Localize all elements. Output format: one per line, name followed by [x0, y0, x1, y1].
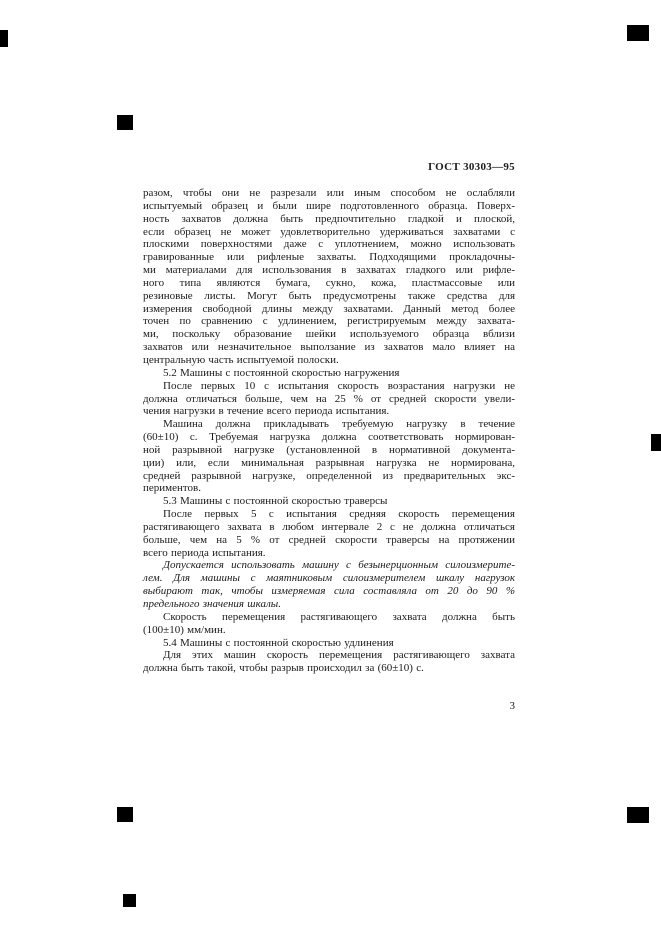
text-line: центральную часть испытуемой полоски. — [143, 353, 339, 366]
text-line: средней разрывной нагрузке, определенной из предварительных экс- — [143, 469, 515, 482]
text-line: лем. Для машины с маятниковым силоизмерителем шкалу нагрузок — [143, 572, 515, 585]
scan-artifact-mark — [123, 894, 136, 907]
scan-artifact-mark — [0, 30, 8, 47]
text-line: После первых 10 с испытания скорость возрастания нагрузки не — [163, 379, 515, 392]
text-line: всего периода испытания. — [143, 546, 266, 559]
text-line: захватов или незначительное выползание из захватов мало влияет на — [143, 341, 515, 354]
scan-artifact-mark — [627, 25, 649, 41]
text-line: испытуемый образец и были шире подготовленного образца. Поверх- — [143, 199, 515, 212]
text-line: ми, поскольку образование шейки используемого образца вблизи — [143, 328, 515, 341]
section-heading: 5.3 Машины с постоянной скоростью траверсы — [163, 495, 388, 508]
text-line: После первых 5 с испытания средняя скорость перемещения — [163, 508, 515, 521]
text-line: (60±10) с. Требуемая нагрузка должна соответствовать нормирован- — [143, 431, 515, 444]
text-line: ность захватов должна быть предпочтительно гладкой и плоской, — [143, 212, 515, 225]
standard-designation-header: ГОСТ 30303—95 — [428, 161, 515, 173]
text-line: резиновые листы. Могут быть предусмотрены также средства для — [143, 289, 515, 302]
text-line: если образец не может удовлетворительно удерживаться захватами с — [143, 225, 515, 238]
text-line: ного типа являются бумага, сукно, кожа, пластмассовые или — [143, 276, 515, 289]
text-line: чения нагрузки в течение всего периода испытания. — [143, 405, 390, 418]
text-line: должна отличаться больше, чем на 25 % от средней скорости увели- — [143, 392, 515, 405]
text-line: точен по сравнению с удлинением, регистрируемым между захвата- — [143, 315, 515, 328]
text-line: Допускается использовать машину с безынерционным силоизмерите- — [163, 559, 515, 572]
text-line: Скорость перемещения растягивающего захвата должна быть — [163, 610, 515, 623]
text-line: измерения свободной длины между захватами. Данный метод более — [143, 302, 515, 315]
text-line: выбирают так, чтобы измеряемая сила составляла от 20 до 90 % — [143, 585, 515, 598]
text-line: ми материалами для использования в захватах гладкого или рифле- — [143, 264, 515, 277]
text-line: растягивающего захвата в любом интервале 2 с не должна отличаться — [143, 520, 515, 533]
text-line: (100±10) мм/мин. — [143, 623, 226, 636]
scan-artifact-mark — [117, 115, 133, 130]
text-line: периментов. — [143, 482, 201, 495]
section-heading: 5.2 Машины с постоянной скоростью нагружения — [163, 366, 400, 379]
scan-artifact-mark — [117, 807, 133, 822]
text-line: ции) или, если минимальная разрывная нагрузка не нормирована, — [143, 456, 515, 469]
text-line: должна быть такой, чтобы разрыв происходил за (60±10) с. — [143, 662, 424, 675]
section-heading: 5.4 Машины с постоянной скоростью удлинения — [163, 636, 394, 649]
scan-artifact-mark — [627, 807, 649, 823]
text-line: ной разрывной нагрузке (установленной в нормативной документа- — [143, 443, 515, 456]
text-line: гравированные или рифленые захваты. Подходящими прокладочны- — [143, 251, 515, 264]
scan-artifact-mark — [651, 434, 661, 451]
page-number: 3 — [509, 700, 515, 712]
text-line: разом, чтобы они не разрезали или иным способом не ослабляли — [143, 187, 515, 199]
text-line: плоскими поверхностями даже с уплотнением, можно использовать — [143, 238, 515, 251]
text-line: больше, чем на 5 % от средней скорости траверсы на протяжении — [143, 533, 515, 546]
text-line: Для этих машин скорость перемещения растягивающего захвата — [163, 649, 515, 662]
text-line: предельного значения шкалы. — [143, 598, 281, 610]
text-line: Машина должна прикладывать требуемую нагрузку в течение — [163, 418, 515, 431]
text-body — [143, 187, 515, 675]
